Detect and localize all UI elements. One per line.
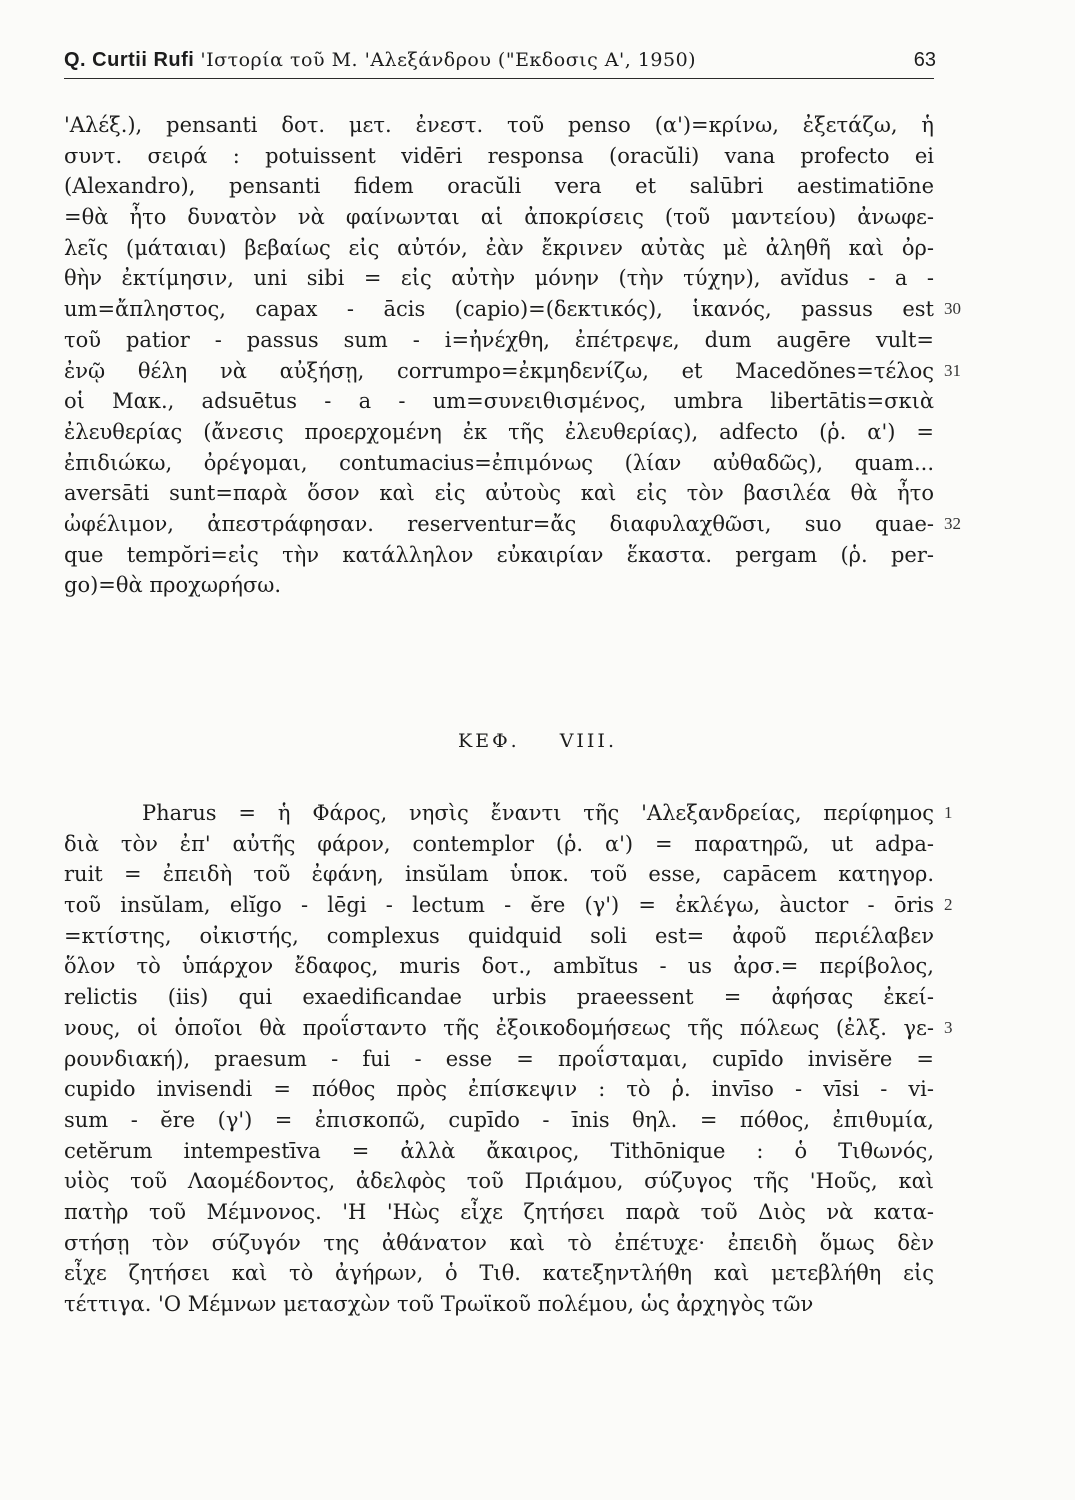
chapter-heading <box>0 727 1075 755</box>
line-text: =θὰ ἦτο δυνατὸν νὰ φαίνωνται αἱ ἀποκρίσεις (τοῦ μαντείου) ἀνωφε- <box>64 205 934 230</box>
text-line <box>64 233 934 264</box>
text-line <box>64 921 934 952</box>
header-title-latin: Q. Curtii Rufi <box>64 49 195 71</box>
line-text: ὠφέλιμον, ἀπεστράφησαν. reserventur=ἄς διαφυλαχθῶσι, suo quae- <box>64 511 934 536</box>
text-line <box>64 171 934 202</box>
commentary-block-2 <box>64 798 953 1320</box>
text-line <box>64 509 961 540</box>
margin-section-number: 30 <box>944 299 961 319</box>
line-text: υἱὸς τοῦ Λαομέδοντος, ἀδελφὸς τοῦ Πριάμου, σύζυγος τῆς 'Ηοῦς, καὶ <box>64 1169 934 1194</box>
header-rule <box>64 78 934 79</box>
line-text: sum - ĕre (γ') = ἐπισκοπῶ, cupīdo - īnis θηλ. = πόθος, ἐπιθυμία, <box>64 1107 934 1132</box>
chapter-number: VIII. <box>559 730 617 752</box>
text-line <box>64 540 934 571</box>
text-line <box>64 1289 934 1320</box>
text-line <box>64 325 934 356</box>
text-line <box>64 829 934 860</box>
line-text: θὴν ἐκτίμησιν, uni sibi = εἰς αὐτὴν μόνην (τὴν τύχην), avĭdus - a - <box>64 266 934 291</box>
line-text: ὅλον τὸ ὑπάρχον ἔδαφος, muris δοτ., ambĭtus - us ἀρσ.= περίβολος, <box>64 954 934 979</box>
line-text: go)=θὰ προχωρήσω. <box>64 573 282 598</box>
text-line <box>64 1197 934 1228</box>
line-text: cetĕrum intempestīva = ἀλλὰ ἄκαιρος, Tithōnique : ὁ Τιθωνός, <box>64 1138 934 1163</box>
text-line <box>64 1044 934 1075</box>
margin-section-number: 2 <box>944 895 953 915</box>
margin-section-number: 31 <box>944 360 961 380</box>
text-line <box>64 202 934 233</box>
line-text: πατὴρ τοῦ Μέμνονος. 'Η 'Ηὼς εἶχε ζητήσει παρὰ τοῦ Διὸς νὰ κατα- <box>64 1199 934 1224</box>
line-text: τέττιγα. 'Ο Μέμνων μετασχὼν τοῦ Τρωϊκοῦ πολέμου, ὡς ἀρχηγὸς τῶν <box>64 1292 814 1316</box>
line-text: =κτίστης, οἰκιστής, complexus quidquid soli est= ἀφοῦ περιέλαβεν <box>64 923 934 948</box>
text-line <box>64 1166 934 1197</box>
text-line <box>64 1013 953 1044</box>
text-line <box>64 448 934 479</box>
line-text: 'Αλέξ.), pensanti δοτ. μετ. ἐνεστ. τοῦ penso (α')=κρίνω, ἐξετάζω, ἡ <box>64 113 934 137</box>
text-line <box>64 110 934 141</box>
line-text: λεῖς (μάταιαι) βεβαίως εἰς αὐτόν, ἐὰν ἔκρινεν αὐτὰς μὲ ἀληθῆ καὶ ὀρ- <box>64 235 934 260</box>
line-text: ἐνῷ θέλη νὰ αὐξήσῃ, corrumpo=ἐκμηδενίζω, et Macedŏnes=τέλος <box>64 358 934 383</box>
line-text: que tempŏri=εἰς τὴν κατάλληλον εὐκαιρίαν ἕκαστα. pergam (ῥ. per- <box>64 542 934 567</box>
line-text: διὰ τὸν ἐπ' αὐτῆς φάρον, contemplor (ῥ. α') = παρατηρῶ, ut adpa- <box>64 831 934 856</box>
chapter-label: ΚΕΦ. <box>458 730 520 752</box>
header-title <box>64 46 696 74</box>
page-number: 63 <box>913 49 936 71</box>
text-line <box>64 982 934 1013</box>
margin-section-number: 1 <box>944 803 953 822</box>
text-line <box>64 417 934 448</box>
text-line <box>64 890 953 921</box>
line-text: um=ἄπληστος, capax - ācis (capio)=(δεκτικός), ἱκανός, passus est <box>64 297 934 322</box>
margin-section-number: 32 <box>944 513 961 533</box>
line-text: relictis (iis) qui exaedificandae urbis praeessent = ἀφήσας ἐκεί- <box>64 985 934 1010</box>
text-line <box>64 1074 934 1105</box>
header-title-greek: 'Ιστορία τοῦ Μ. 'Αλεξάνδρου ("Εκδοσις Α', 1950) <box>200 49 697 71</box>
line-text: aversāti sunt=παρὰ ὅσον καὶ εἰς αὐτοὺς καὶ εἰς τὸν βασιλέα θὰ ἦτο <box>64 481 934 506</box>
line-text: (Alexandro), pensanti fidem oracŭli vera et salūbri aestimatiōne <box>64 174 934 199</box>
line-text: ἐλευθερίας (ἄνεσις προερχομένη ἐκ τῆς ἐλευθερίας), adfecto (ῥ. α') = <box>64 419 934 444</box>
text-line <box>64 951 934 982</box>
line-text: οἱ Μακ., adsuētus - a - um=συνειθισμένος, umbra libertātis=σκιὰ <box>64 389 934 414</box>
text-line <box>64 570 934 601</box>
text-line <box>64 1258 934 1289</box>
line-text: Pharus = ἡ Φάρος, νησὶς ἔναντι τῆς 'Αλεξανδρείας, περίφημος <box>142 801 934 825</box>
line-text: νους, οἱ ὁποῖοι θὰ προΐσταντο τῆς ἐξοικοδομήσεως τῆς πόλεως (ἐλξ. γε- <box>64 1015 934 1040</box>
commentary-block-1 <box>64 110 961 601</box>
line-text: ἐπιδιώκω, ὀρέγομαι, contumacius=ἐπιμόνως (λίαν αὐθαδῶς), quam... <box>64 450 934 475</box>
text-line <box>64 294 961 325</box>
line-text: στήσῃ τὸν σύζυγόν της ἀθάνατον καὶ τὸ ἐπέτυχε· ἐπειδὴ ὅμως δὲν <box>64 1230 934 1255</box>
text-line <box>64 478 934 509</box>
line-text: ruit = ἐπειδὴ τοῦ ἐφάνη, insŭlam ὑποκ. τοῦ esse, capācem κατηγορ. <box>64 862 934 887</box>
text-line <box>64 1136 934 1167</box>
text-line <box>64 798 953 829</box>
text-line <box>64 1105 934 1136</box>
line-text: εἶχε ζητήσει καὶ τὸ ἀγήρων, ὁ Τιθ. κατεξηντλήθη καὶ μετεβλήθη εἰς <box>64 1261 934 1286</box>
line-text: τοῦ insŭlam, elĭgo - lēgi - lectum - ĕre (γ') = ἐκλέγω, àuctor - ōris <box>64 893 934 918</box>
margin-section-number: 3 <box>944 1017 953 1037</box>
line-text: cupido invisendi = πόθος πρὸς ἐπίσκεψιν : τὸ ῥ. invīso - vīsi - vi- <box>64 1077 934 1102</box>
text-line <box>64 386 934 417</box>
text-line <box>64 356 961 387</box>
text-line <box>64 1228 934 1259</box>
text-line <box>64 263 934 294</box>
line-text: τοῦ patior - passus sum - i=ἠνέχθη, ἐπέτρεψε, dum augēre vult= <box>64 327 934 352</box>
running-header <box>64 46 936 74</box>
line-text: συντ. σειρά : potuissent vidēri responsa (oracŭli) vana profecto ei <box>64 143 934 168</box>
text-line <box>64 859 934 890</box>
text-line <box>64 141 934 172</box>
line-text: ρουνδιακή), praesum - fui - esse = προΐσταμαι, cupīdo invisĕre = <box>64 1046 934 1071</box>
